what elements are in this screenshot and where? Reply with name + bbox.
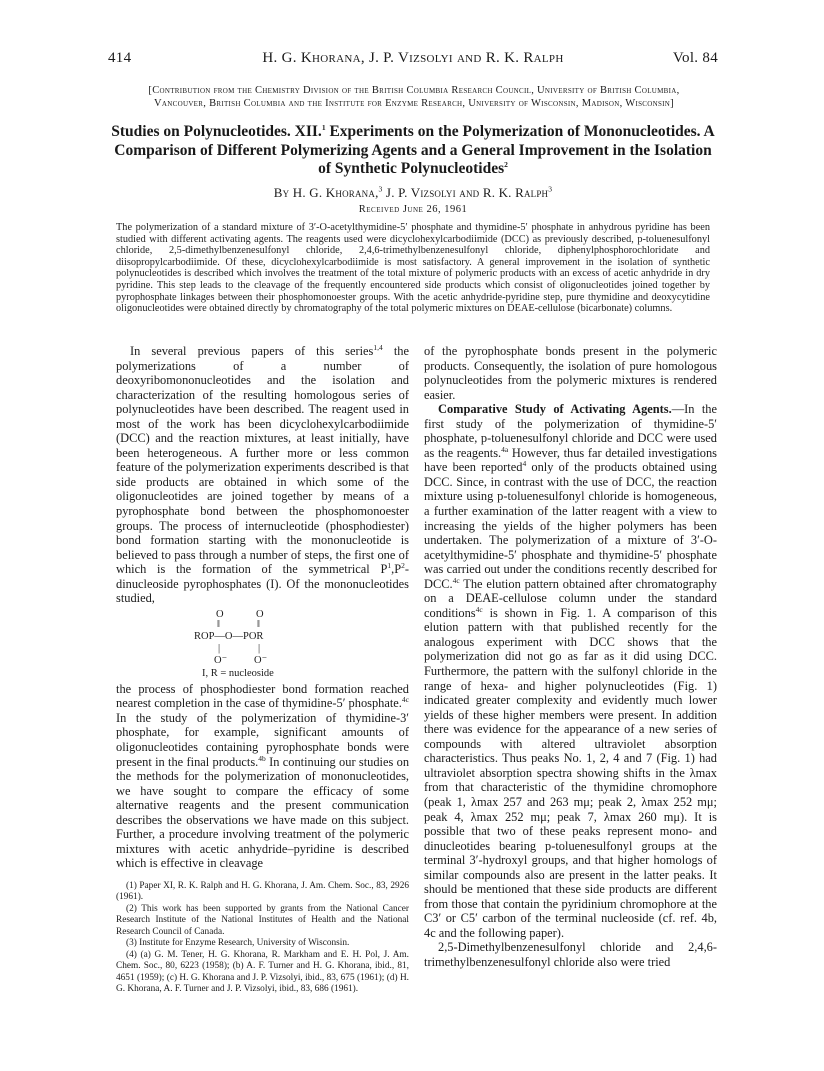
citation-ref: 4a [501, 444, 509, 454]
citation-ref: 4 [522, 459, 527, 469]
superscript-p1: 1 [387, 561, 392, 571]
byline-footnote-2: 3 [548, 184, 553, 194]
citation-ref: 4c [401, 695, 409, 705]
intro-text-2: the polymerizations of a number of deoxyribomononucleotides and the isolation and characterization of the resulting homologous series of polynucleotides have been described. The reagent used in most of the work has been dicyclohexylcarbodiimide (DCC) and the reaction mixtures, at least initially, have been heterogeneous. A further more or less common feature of the polymerization experiments described is that side products are obtained in which some of the oligonucleotides are joined together by means of a pyrophosphate bond between the phosphomonoester groups. The process of internucleotide (phosphodiester) bond formation starting with the mononucleotide is believed to pass through a number of steps, the first one of which is the formation of the symmetrical P [116, 344, 409, 577]
right-column [424, 344, 717, 970]
page-number: 414 [108, 50, 132, 66]
title-rest: Experiments on the Polymerization of Mononucleotides. A Comparison of Different Polymerizing Agents and a General Improvement in the Isolation of Synthetic Polynucleotides [114, 123, 715, 177]
section-paragraph [424, 402, 717, 940]
footnote: (4) (a) G. M. Tener, H. G. Khorana, R. Markham and E. H. Pol, J. Am. Chem. Soc., 80, 6223 (1958); (b) A. F. Turner and H. G. Khorana, ibid., 81, 4651 (1959); (c) H. G. Khorana and J. P. Vizsolyi, ibid., 83, 675 (1961); (d) H. G. Khorana, A. F. Turner and J. P. Vizsolyi, ibid., 83, 686 (1961). [116, 949, 409, 995]
byline [108, 185, 718, 201]
citation-ref: 4c [452, 575, 460, 585]
formula-double-bond-left: ‖ [217, 618, 220, 630]
footnote: (3) Institute for Enzyme Research, University of Wisconsin. [126, 938, 350, 949]
citation-ref: 4b [258, 753, 266, 763]
continued-paragraph: of the pyrophosphate bonds present in the polymeric products. Consequently, the isolation of pure homologous polynucleotides from the polymeric mixtures is rendered easier. [424, 344, 717, 402]
section-text-e: is shown in Fig. 1. A comparison of this elution pattern with that published recently for the analogous experiment with DCC shows that the polymerization did not go as far as it did using DCC. Furthermore, the pattern with the sulfonyl chloride in the range of hexa- and higher polynucleotides (Fig. 1) indicated greater complexity and evidently much lower yields of these higher members were present. In addition there was evidence for the appearance of a new series of compounds with altered ultraviolet absorption characteristics. Thus peaks No. 1, 2, 4 and 7 (Fig. 1) had ultraviolet absorption spectra showing shifts in the λmax from that characteristic of the thymidine chromophore (peak 1, λmax 257 and 263 mμ; peak 2, λmax 252 mμ; peak 4, λmax 252 mμ; peak 7, λmax 260 mμ). It is possible that two of these peaks represent mono- and dinucleotides bearing p-toluenesulfonyl groups at the terminal 3′-hydroxyl groups, and that higher homologs of similar compounds also are present in the latter peaks. It should be mentioned that these side products are different from those that contain the pyridinium chromophore at the C3′ or C5′ carbon of the terminal nucleoside (cf. ref. 4b, 4c and the following paper). [424, 605, 717, 940]
section-text-a: —In the first study of the polymerization of thymidine-5′ phosphate, p-toluenesulfonyl chloride and DCC were used as the reagents. [424, 402, 717, 460]
superscript-p2: 2 [401, 561, 405, 571]
pyrophosphate-formula [116, 608, 409, 680]
byline-first: By H. G. Khorana, [273, 185, 379, 200]
formula-double-bond-right: ‖ [257, 618, 260, 630]
formula-oxygen-left: O [216, 608, 224, 620]
footnote: (2) This work has been supported by grants from the National Cancer Research Institute of the National Institutes of Health and the National Research Council of Canada. [116, 903, 409, 937]
citation-ref: 1,4 [373, 342, 383, 352]
left-column [116, 344, 409, 996]
body-paragraph-2 [116, 682, 409, 871]
byline-rest: J. P. Vizsolyi and R. K. Ralph [382, 185, 549, 200]
formula-anion-left: O⁻ [214, 654, 228, 666]
formula-caption: I, R = nucleoside [202, 667, 274, 679]
formula-oxygen-right: O [256, 608, 264, 620]
running-head [108, 50, 718, 70]
section-heading: Comparative Study of Activating Agents. [438, 402, 672, 417]
article-title [108, 123, 718, 179]
intro-text-1: In several previous papers of this series [130, 344, 374, 358]
footnote: (1) Paper XI, R. K. Ralph and H. G. Khorana, J. Am. Chem. Soc., 83, 2926 (1961). [116, 880, 409, 903]
byline-footnote-1: 3 [378, 184, 383, 194]
body-text-2c: In continuing our studies on the methods for the polymerization of mononucleotides, we have sought to compare the efficacy of some alternative reagents and the present communication describes the observations we have made on this subject. Further, a procedure involving treatment of the polymeric mixtures with acetic anhydride–pyridine is described which is effective in cleavage [116, 754, 410, 871]
title-footnote-ref: 1 [321, 122, 326, 132]
formula-backbone: ROP—O—POR [194, 630, 264, 642]
formula-anion-right: O⁻ [254, 654, 268, 666]
title-text: Studies on Polynucleotides. XII. [111, 123, 322, 140]
section-text-b: However, thus far detailed investigations have been reported [424, 445, 717, 475]
section-text-d: The elution pattern obtained after chromatography on a DEAE-cellulose column under the standard conditions [424, 576, 717, 620]
formula-single-bond-right: | [258, 642, 261, 654]
citation-ref: 4c [475, 604, 483, 614]
intro-text-3: ,P [391, 562, 402, 577]
formula-single-bond-left: | [218, 642, 221, 654]
intro-paragraph [116, 344, 409, 606]
intro-text-4: -dinucleoside pyrophosphates (I). Of the mononucleotides studied, [116, 562, 409, 606]
body-text-2a: the process of phosphodiester bond formation reached nearest completion in the case of thymidine-5′ phosphate. [116, 681, 409, 711]
title-footnote-ref-2: 2 [504, 159, 508, 169]
volume-label: Vol. 84 [672, 50, 718, 66]
abstract: The polymerization of a standard mixture of 3′-O-acetylthymidine-5′ phosphate and thymidine-5′ phosphate in anhydrous pyridine has been studied with different activating agents. The reagents used were dicyclohexylcarbodiimide (DCC) as previously described, p-toluenesulfonyl chloride, 2,5-dimethylbenzenesulfonyl chloride, 2,4,6-trimethylbenzenesulfonyl chloride, diphenylphosphorochloridate and diisopropylcarbodiimide. Of these, dicyclohexylcarbodiimide is most satisfactory. A general improvement in the isolation of synthetic polynucleotides is described which involves the treatment of the total mixture of polymeric products with an excess of acetic anhydride in dry pyridine. This step leads to the cleavage of the frequently encountered side products which consist of oligonucleotides joined together by pyrophosphate linkages between their phosphomonoester groups. With the acetic anhydride-pyridine step, pure thymidine and deoxycytidine oligonucleotides were obtained directly by chromatography of the total polymeric mixtures on DEAE-cellulose (bicarbonate) columns. [116, 222, 710, 315]
running-head-authors: H. G. Khorana, J. P. Vizsolyi and R. K. Ralph [262, 50, 564, 66]
affiliation: [Contribution from the Chemistry Division of the British Columbia Research Council, University of British Columbia, Vancouver, British Columbia and the Institute for Enzyme Research, University of Wisconsin, Madison, Wisconsin] [148, 85, 680, 109]
body-paragraph-3: 2,5-Dimethylbenzenesulfonyl chloride and 2,4,6-trimethylbenzenesulfonyl chloride also were tried [424, 940, 717, 969]
section-text-c: only of the products obtained using DCC. Since, in contrast with the use of DCC, the reaction mixture using p-toluenesulfonyl chloride is homogeneous, a further examination of the latter reagent with a view to increasing the yields of the higher polymers has been undertaken. The polymerization of a mixture of 3′-O-acetylthymidine-5′ phosphate and thymidine-5′ phosphate was carried out under the conditions recently described for DCC. [424, 460, 717, 591]
footnotes [116, 881, 409, 996]
body-text-2b: In the study of the polymerization of thymidine-3′ phosphate, for example, significant amounts of oligonucleotides containing pyrophosphate bonds were present in the final products. [116, 710, 409, 769]
received-date: Received June 26, 1961 [358, 204, 468, 215]
